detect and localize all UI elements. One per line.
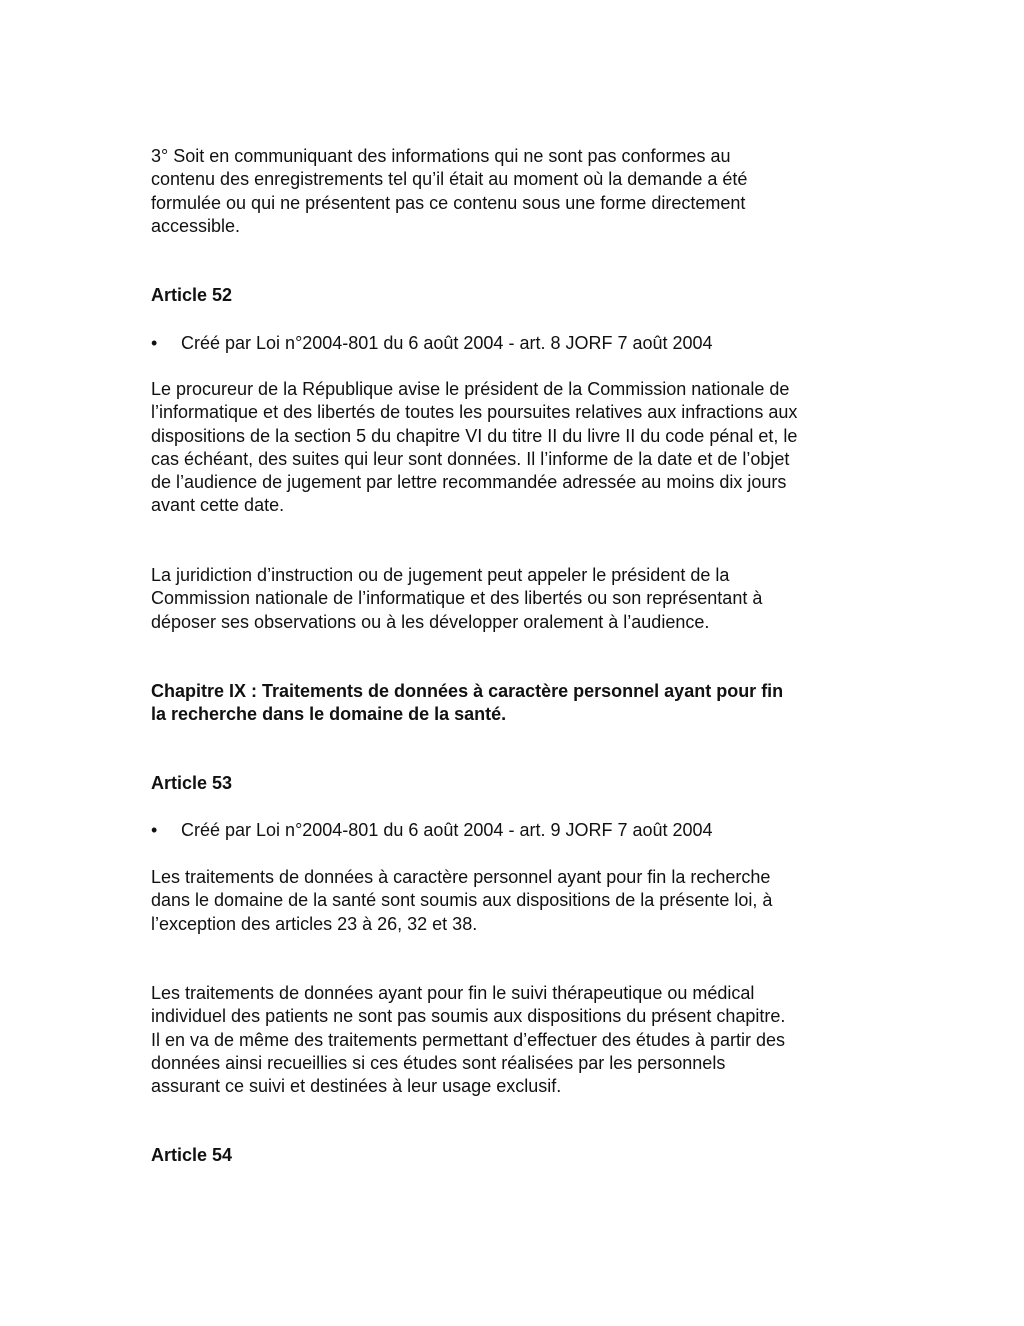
text-line: déposer ses observations ou à les développer oralement à l’audience. [151,611,710,632]
bullet-icon: • [151,333,158,353]
text-line: assurant ce suivi et destinées à leur usage exclusif. [151,1076,562,1097]
article-52-source-text: Créé par Loi n°2004-801 du 6 août 2004 - art. 8 JORF 7 août 2004 [181,333,713,353]
article-53-source-text: Créé par Loi n°2004-801 du 6 août 2004 - art. 9 JORF 7 août 2004 [181,820,713,840]
text-line: de l’audience de jugement par lettre recommandée adressée au moins dix jours [151,472,787,493]
text-line: avant cette date. [151,495,285,516]
text-line: cas échéant, des suites qui leur sont données. Il l’informe de la date et de l’objet [151,448,790,469]
text-line: Il en va de même des traitements permettant d’effectuer des études à partir des [151,1029,786,1050]
text-line: formulée ou qui ne présentent pas ce contenu sous une forme directement [151,192,746,213]
text-line: l’informatique et des libertés de toutes les poursuites relatives aux infractions aux [151,402,798,423]
text-line: dispositions de la section 5 du chapitre VI du titre II du livre II du code pénal et, le [151,425,798,446]
text-line: La juridiction d’instruction ou de jugement peut appeler le président de la [151,565,730,585]
text-line: données ainsi recueillies si ces études sont réalisées par les personnels [151,1052,726,1073]
article-52-paragraph-1 [151,378,881,518]
article-53-heading: Article 53 [151,773,233,793]
text-line: Chapitre IX : Traitements de données à caractère personnel ayant pour fin [151,681,784,701]
chapter-9-heading [151,680,881,727]
text-line: contenu des enregistrements tel qu’il était au moment où la demande a été [151,169,748,190]
text-line: Commission nationale de l’informatique et des libertés ou son représentant à [151,588,763,609]
article-53-paragraph-2 [151,982,881,1098]
text-line: individuel des patients ne sont pas soumis aux dispositions du présent chapitre. [151,1006,786,1027]
text-line: l’exception des articles 23 à 26, 32 et 38. [151,913,478,934]
text-line: Les traitements de données à caractère personnel ayant pour fin la recherche [151,867,771,887]
article-53-paragraph-1 [151,866,881,936]
text-line: dans le domaine de la santé sont soumis aux dispositions de la présente loi, à [151,890,773,911]
intro-paragraph [151,145,881,238]
text-line: Les traitements de données ayant pour fin le suivi thérapeutique ou médical [151,983,755,1003]
text-line: 3° Soit en communiquant des informations qui ne sont pas conformes au [151,146,731,166]
bullet-icon: • [151,820,158,840]
article-52-heading: Article 52 [151,285,233,305]
article-52-paragraph-2 [151,564,881,634]
text-line: accessible. [151,215,241,236]
article-54-heading: Article 54 [151,1145,233,1165]
text-line: Le procureur de la République avise le président de la Commission nationale de [151,379,790,399]
text-line: la recherche dans le domaine de la santé. [151,704,507,725]
